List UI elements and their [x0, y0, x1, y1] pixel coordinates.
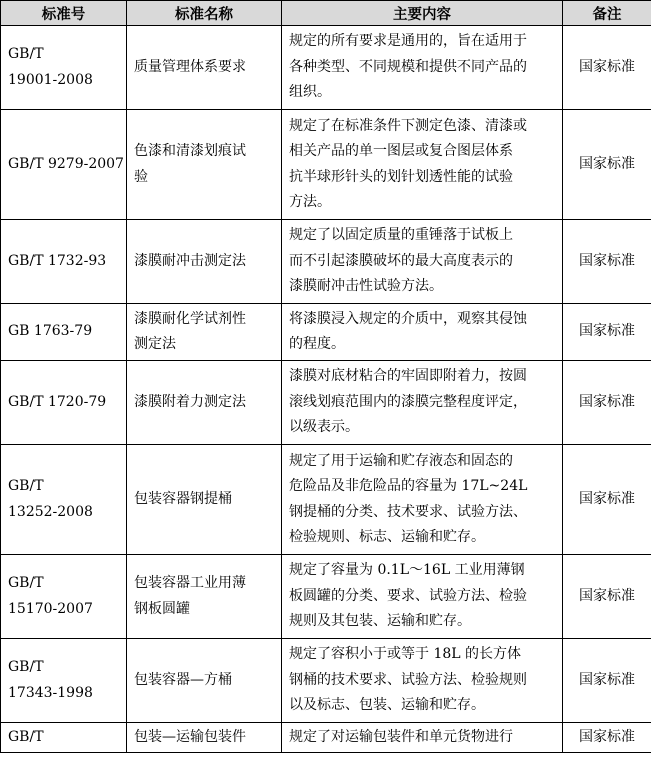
- standard-number-cell: [1, 220, 127, 304]
- standard-number-line: 13252-2008: [8, 503, 93, 520]
- table-row: [1, 220, 651, 304]
- standard-number-line: GB 1763-79: [8, 323, 93, 340]
- header-main-content: 主要内容: [282, 1, 563, 26]
- standard-number-cell: [1, 110, 127, 220]
- standard-name-cell: [127, 555, 282, 639]
- main-content-line: 危险品及非危险品的容量为 17L~24L: [289, 478, 528, 494]
- main-content-cell: [282, 639, 563, 723]
- table-row: [1, 723, 651, 753]
- main-content-line: 将漆膜浸入规定的介质中，观察其侵蚀: [289, 310, 527, 327]
- table-row: [1, 555, 651, 639]
- main-content-line: 规定了对运输包装件和单元货物进行: [289, 729, 513, 745]
- standard-name-line: 包装容器钢提桶: [134, 490, 232, 507]
- main-content-line: 检验规则、标志、运输和贮存。: [289, 529, 485, 545]
- main-content-line: 规定了容积小于或等于 18L 的长方体: [289, 646, 522, 663]
- main-content-cell: [282, 220, 563, 304]
- standard-name-cell: [127, 445, 282, 555]
- standard-name-line: 测定法: [134, 336, 176, 352]
- table-header: [1, 1, 651, 26]
- main-content-line: 规定了以固定质量的重锤落于试板上: [289, 227, 513, 244]
- standard-name-line: 漆膜耐化学试剂性: [134, 310, 246, 327]
- standard-name-line: 质量管理体系要求: [134, 58, 246, 75]
- standard-name-cell: [127, 639, 282, 723]
- main-content-line: 以级表示。: [289, 419, 359, 436]
- standard-number-cell: [1, 361, 127, 445]
- table-row: [1, 26, 651, 110]
- standard-name-line: 色漆和清漆划痕试: [134, 143, 246, 159]
- main-content-line: 抗半球形针头的划针划透性能的试验: [289, 168, 513, 185]
- main-content-line: 钢提桶的分类、技术要求、试验方法、: [289, 503, 527, 520]
- main-content-line: 漆膜耐冲击性试验方法。: [289, 278, 443, 295]
- main-content-cell: [282, 110, 563, 220]
- main-content-line: 相关产品的单一图层或复合图层体系: [289, 143, 513, 159]
- standard-number-line: GB/T: [8, 478, 44, 494]
- standard-number-line: 19001-2008: [8, 71, 93, 88]
- standard-name-cell: [127, 723, 282, 753]
- note-cell: 国家标准: [563, 361, 651, 445]
- standard-name-line: 漆膜耐冲击测定法: [134, 252, 246, 269]
- standard-number-cell: [1, 445, 127, 555]
- table-row: [1, 361, 651, 445]
- standard-number-cell: [1, 723, 127, 753]
- main-content-line: 漆膜对底材粘合的牢固即附着力，按圆: [289, 368, 527, 385]
- standard-name-cell: [127, 361, 282, 445]
- standard-name-cell: [127, 110, 282, 220]
- standard-number-cell: [1, 304, 127, 361]
- note-cell: 国家标准: [563, 639, 651, 723]
- standard-number-line: GB/T 1732-93: [8, 252, 107, 269]
- header-note: 备注: [563, 1, 651, 26]
- main-content-line: 钢桶的技术要求、试验方法、检验规则: [289, 671, 527, 688]
- standard-number-cell: [1, 555, 127, 639]
- header-standard-name: 标准名称: [127, 1, 282, 26]
- table-row: [1, 445, 651, 555]
- main-content-cell: [282, 361, 563, 445]
- main-content-line: 方法。: [289, 194, 331, 210]
- main-content-cell: [282, 555, 563, 639]
- main-content-line: 规定了在标准条件下测定色漆、清漆或: [289, 117, 527, 134]
- standard-name-line: 钢板圆罐: [134, 600, 190, 617]
- main-content-cell: [282, 304, 563, 361]
- note-cell: 国家标准: [563, 220, 651, 304]
- standard-number-line: GB/T: [8, 46, 44, 62]
- main-content-line: 规定了容量为 0.1L～16L 工业用薄钢: [289, 562, 525, 579]
- standard-number-line: GB/T: [8, 575, 44, 591]
- standard-name-cell: [127, 26, 282, 110]
- main-content-cell: [282, 445, 563, 555]
- standard-number-line: GB/T: [8, 729, 44, 745]
- standard-number-line: GB/T 1720-79: [8, 393, 107, 410]
- main-content-line: 而不引起漆膜破坏的最大高度表示的: [289, 252, 513, 269]
- standard-name-cell: [127, 304, 282, 361]
- standard-name-line: 包装—运输包装件: [134, 729, 246, 745]
- main-content-line: 各种类型、不同规模和提供不同产品的: [289, 58, 527, 75]
- main-content-line: 规定了用于运输和贮存液态和固态的: [289, 452, 513, 469]
- standard-number-line: 17343-1998: [8, 684, 93, 701]
- main-content-line: 滚线划痕范围内的漆膜完整程度评定，: [289, 393, 527, 410]
- standard-number-line: GB/T: [8, 659, 44, 675]
- standard-name-line: 漆膜附着力测定法: [134, 393, 246, 410]
- standard-name-line: 验: [134, 168, 148, 185]
- note-cell: 国家标准: [563, 26, 651, 110]
- main-content-line: 板圆罐的分类、要求、试验方法、检验: [289, 587, 527, 604]
- standard-number-cell: [1, 639, 127, 723]
- table-row: [1, 110, 651, 220]
- note-cell: 国家标准: [563, 723, 651, 753]
- standard-name-cell: [127, 220, 282, 304]
- standard-number-line: GB/T 9279-2007: [8, 155, 124, 172]
- standard-number-cell: [1, 26, 127, 110]
- header-standard-number: 标准号: [1, 1, 127, 26]
- main-content-line: 规定的所有要求是通用的，旨在适用于: [289, 33, 527, 50]
- main-content-cell: [282, 26, 563, 110]
- main-content-line: 的程度。: [289, 336, 345, 352]
- standard-number-line: 15170-2007: [8, 600, 93, 617]
- main-content-cell: [282, 723, 563, 753]
- table-body: [1, 26, 651, 753]
- header-row: [1, 1, 651, 26]
- note-cell: 国家标准: [563, 110, 651, 220]
- note-cell: 国家标准: [563, 555, 651, 639]
- standard-name-line: 包装容器—方桶: [134, 671, 232, 688]
- table-row: [1, 639, 651, 723]
- table-row: [1, 304, 651, 361]
- note-cell: 国家标准: [563, 304, 651, 361]
- main-content-line: 组织。: [289, 84, 331, 101]
- note-cell: 国家标准: [563, 445, 651, 555]
- main-content-line: 以及标志、包装、运输和贮存。: [289, 697, 485, 714]
- standard-name-line: 包装容器工业用薄: [134, 575, 246, 591]
- main-content-line: 规则及其包装、运输和贮存。: [289, 613, 471, 630]
